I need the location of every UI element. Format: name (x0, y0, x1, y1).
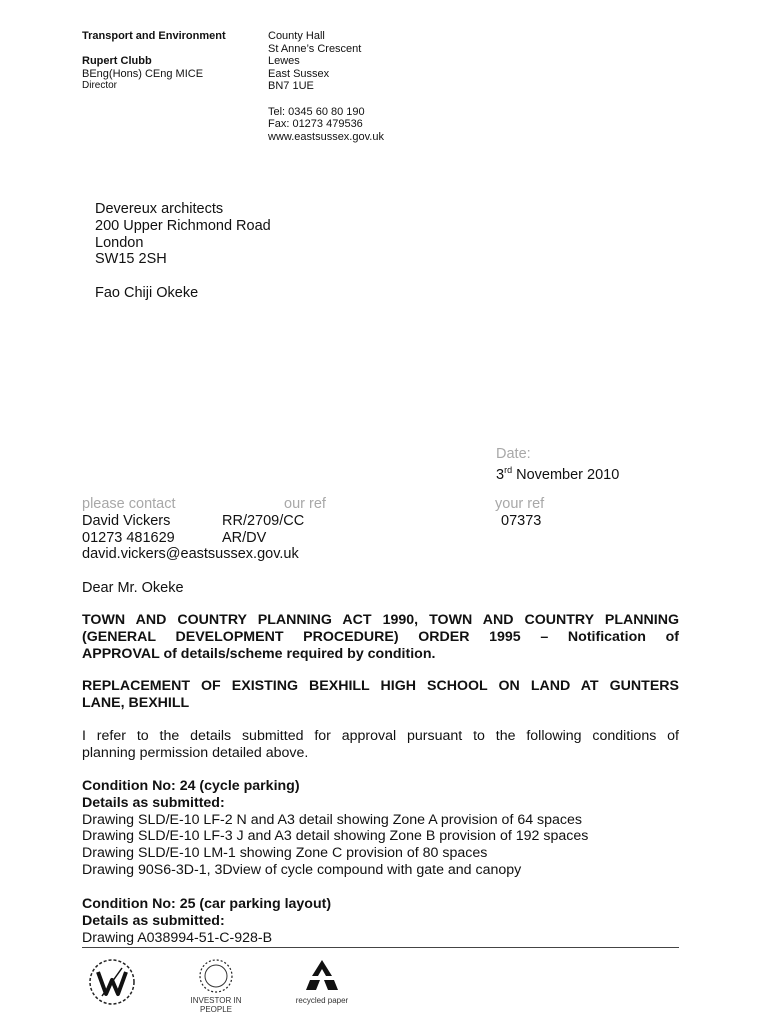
contact-name: David Vickers (82, 513, 171, 529)
salutation: Dear Mr. Okeke (82, 580, 184, 596)
sender-block (82, 30, 262, 93)
website: www.eastsussex.gov.uk (268, 130, 384, 143)
condition-item: Drawing 90S6-3D-1, 3Dview of cycle compound with gate and canopy (82, 861, 522, 878)
date-suffix: rd (504, 465, 513, 475)
investor-in-people-caption: INVESTOR IN PEOPLE (190, 996, 242, 1014)
recycled-paper-caption: recycled paper (295, 996, 349, 1005)
heading-project (82, 678, 679, 712)
our-ref-label: our ref (284, 496, 326, 512)
recipient-line: 200 Upper Richmond Road (95, 217, 271, 234)
fax: Fax: 01273 479536 (268, 118, 363, 131)
condition-subtitle: Details as submitted: (82, 912, 225, 929)
contact-phone: 01273 481629 (82, 530, 175, 546)
investor-in-people-logo (176, 956, 256, 1014)
recipient-fao: Fao Chiji Okeke (95, 284, 199, 301)
your-ref-label: your ref (495, 496, 545, 512)
telephone: Tel: 0345 60 80 190 (268, 105, 365, 118)
recipient-line: SW15 2SH (95, 251, 167, 268)
director-qualifications: BEng(Hons) CEng MICE (82, 67, 204, 80)
our-ref-1: RR/2709/CC (222, 513, 305, 529)
director-name: Rupert Clubb (82, 55, 152, 68)
heading-line: REPLACEMENT OF EXISTING BEXHILL HIGH SCHOOL ON LAND AT GUNTERS (82, 678, 679, 694)
recipient-line: Devereux architects (95, 201, 224, 217)
condition-block (82, 778, 682, 879)
department-name: Transport and Environment (82, 30, 226, 42)
intro-line: planning permission detailed above. (82, 744, 309, 761)
heading-line: TOWN AND COUNTRY PLANNING ACT 1990, TOWN AND COUNTRY PLANNING (82, 612, 679, 628)
intro-paragraph (82, 728, 679, 762)
condition-title: Condition No: 24 (cycle parking) (82, 778, 300, 794)
heading-line: APPROVAL of details/scheme required by condition. (82, 645, 436, 662)
condition-title: Condition No: 25 (car parking layout) (82, 896, 332, 912)
address-line: Lewes (268, 55, 300, 68)
heading-line: (GENERAL DEVELOPMENT PROCEDURE) ORDER 1995 – Notification of (82, 628, 679, 645)
contact-email: david.vickers@eastsussex.gov.uk (82, 546, 299, 562)
intro-line: I refer to the details submitted for approval pursuant to the following conditions of (82, 728, 679, 744)
heading-planning-act (82, 612, 679, 662)
condition-item: Drawing SLD/E-10 LF-3 J and A3 detail showing Zone B provision of 192 spaces (82, 828, 589, 845)
positive-about-disabled-people-logo (80, 956, 144, 1008)
contact-label: please contact (82, 496, 176, 512)
condition-subtitle: Details as submitted: (82, 794, 225, 811)
condition-item: Drawing A038994-51-C-928-B (82, 929, 273, 946)
condition-item: Drawing SLD/E-10 LM-1 showing Zone C provision of 80 spaces (82, 845, 488, 862)
letter-date (496, 462, 619, 484)
address-line: County Hall (268, 30, 325, 42)
heading-line: LANE, BEXHILL (82, 694, 190, 711)
address-line: East Sussex (268, 67, 330, 80)
director-role: Director (82, 80, 118, 92)
date-rest: November 2010 (512, 466, 620, 483)
recycled-paper-logo (290, 956, 354, 1008)
address-line: BN7 1UE (268, 80, 314, 93)
your-ref-value: 07373 (501, 513, 542, 529)
address-line: St Anne’s Crescent (268, 42, 362, 55)
our-ref-2: AR/DV (222, 530, 267, 546)
recipient-address (95, 201, 395, 302)
footer-divider (82, 947, 679, 948)
condition-item: Drawing SLD/E-10 LF-2 N and A3 detail showing Zone A provision of 64 spaces (82, 811, 582, 828)
date-day: 3 (496, 466, 505, 483)
condition-block (82, 896, 682, 946)
sender-address (268, 30, 468, 143)
recipient-line: London (95, 234, 144, 251)
date-label: Date: (496, 446, 531, 462)
